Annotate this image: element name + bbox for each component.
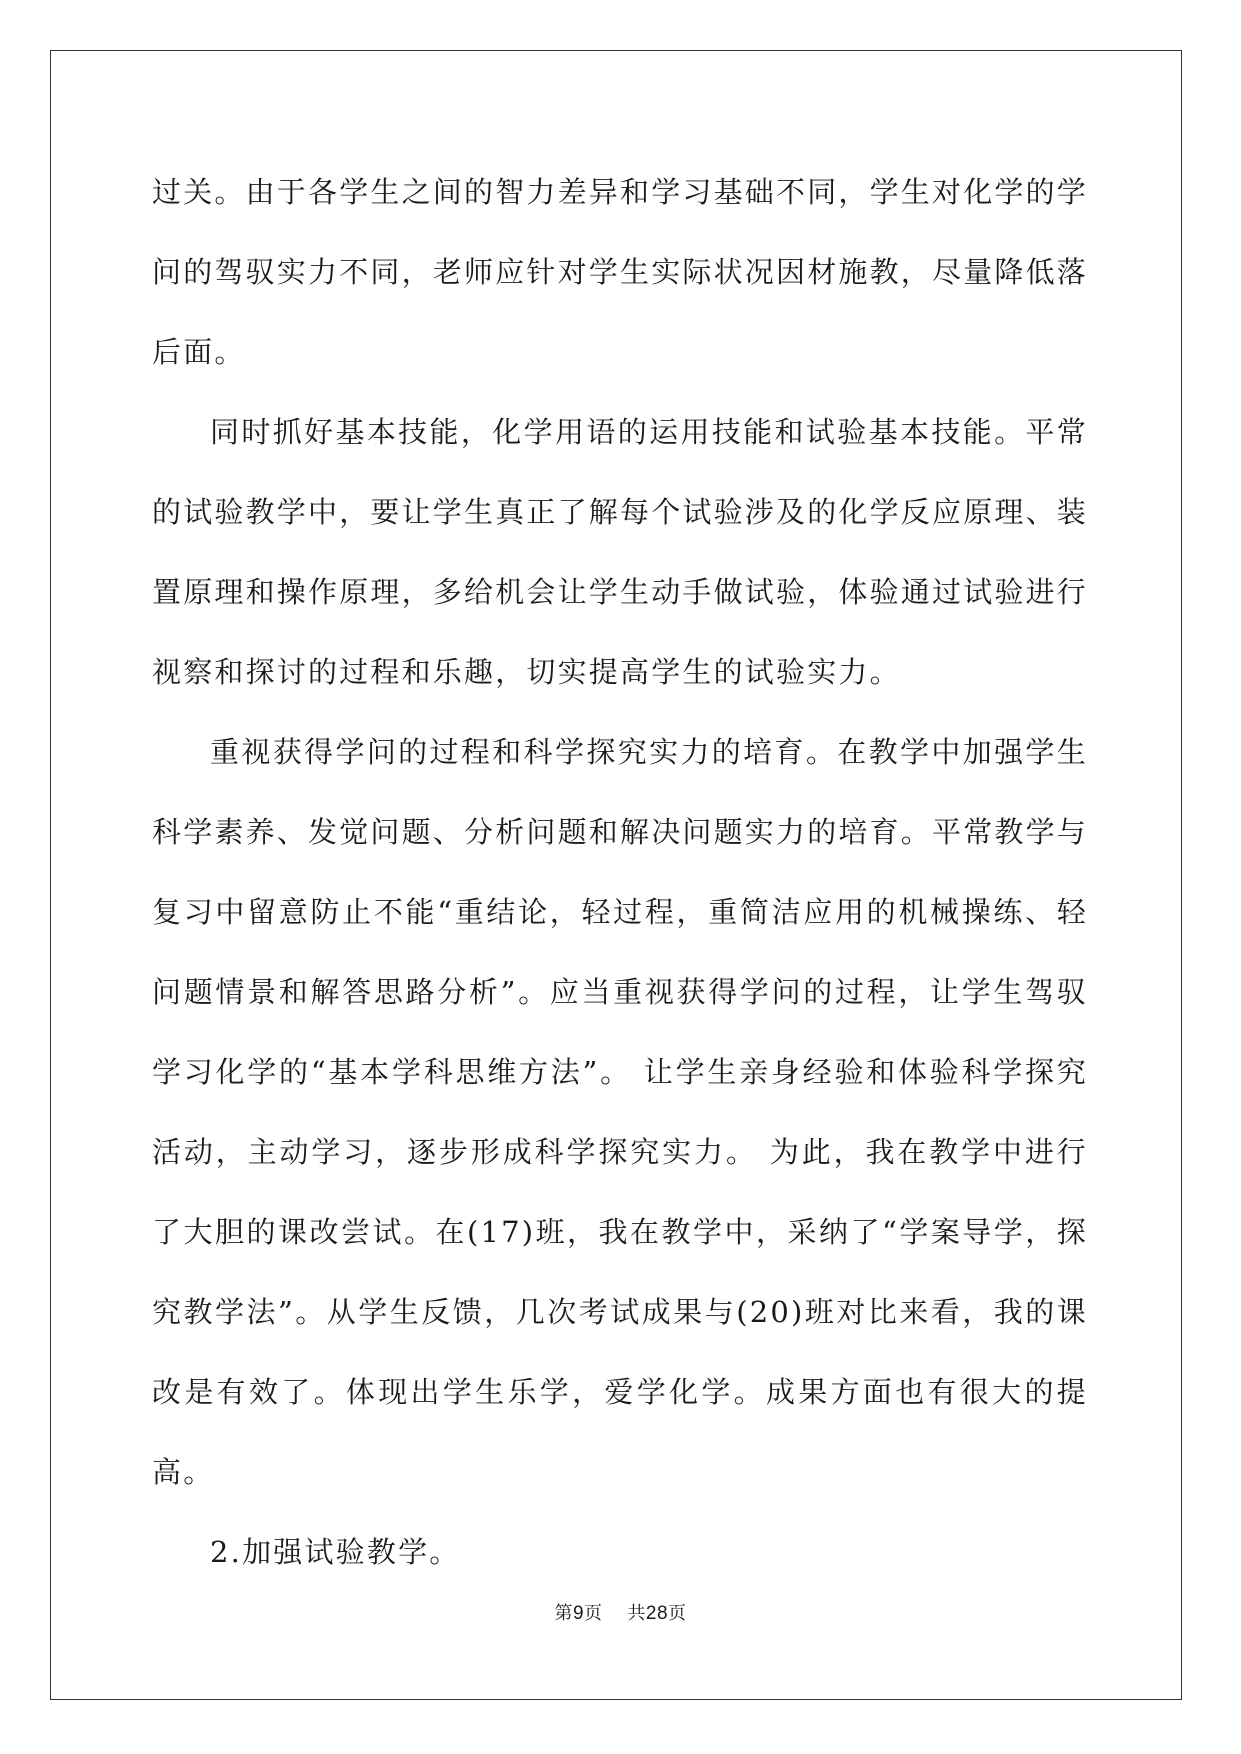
footer-total-prefix: 共 [627,1603,646,1624]
footer-page-number: 9 [572,1603,585,1624]
paragraph-2: 同时抓好基本技能，化学用语的运用技能和试验基本技能。平常的试验教学中，要让学生真正了解每个试验涉及的化学反应原理、装置原理和操作原理，多给机会让学生动手做试验，体验通过试验进行视察和探讨的过程和乐趣，切实提高学生的试验实力。 [152,415,1089,689]
footer-total-suffix: 页 [668,1603,687,1624]
page-footer [0,1599,1241,1625]
footer-prefix: 第 [554,1603,573,1624]
paragraph-3: 重视获得学问的过程和科学探究实力的培育。在教学中加强学生科学素养、发觉问题、分析问题和解决问题实力的培育。平常教学与复习中留意防止不能“重结论，轻过程，重简洁应用的机械操练、轻问题情景和解答思路分析”。应当重视获得学问的过程，让学生驾驭学习化学的“基本学科思维方法”。 让学生亲身经验和体验科学探究活动，主动学习，逐步形成科学探究实力。 为此，我在教学中进行了大胆的课改尝试。在(17)班，我在教学中，采纳了“学案导学，探究教学法”。从学生反馈，几次考试成果与(20)班对比来看，我的课改是有效了。体现出学生乐学，爱学化学。成果方面也有很大的提高。 [152,735,1089,1489]
footer-total-pages: 28 [645,1603,669,1624]
document-body [152,152,1088,1592]
footer-page-suffix: 页 [584,1603,603,1624]
paragraph-1: 过关。由于各学生之间的智力差异和学习基础不同，学生对化学的学问的驾驭实力不同，老师应针对学生实际状况因材施教，尽量降低落后面。 [152,175,1089,369]
paragraph-4: 2.加强试验教学。 [210,1535,461,1569]
